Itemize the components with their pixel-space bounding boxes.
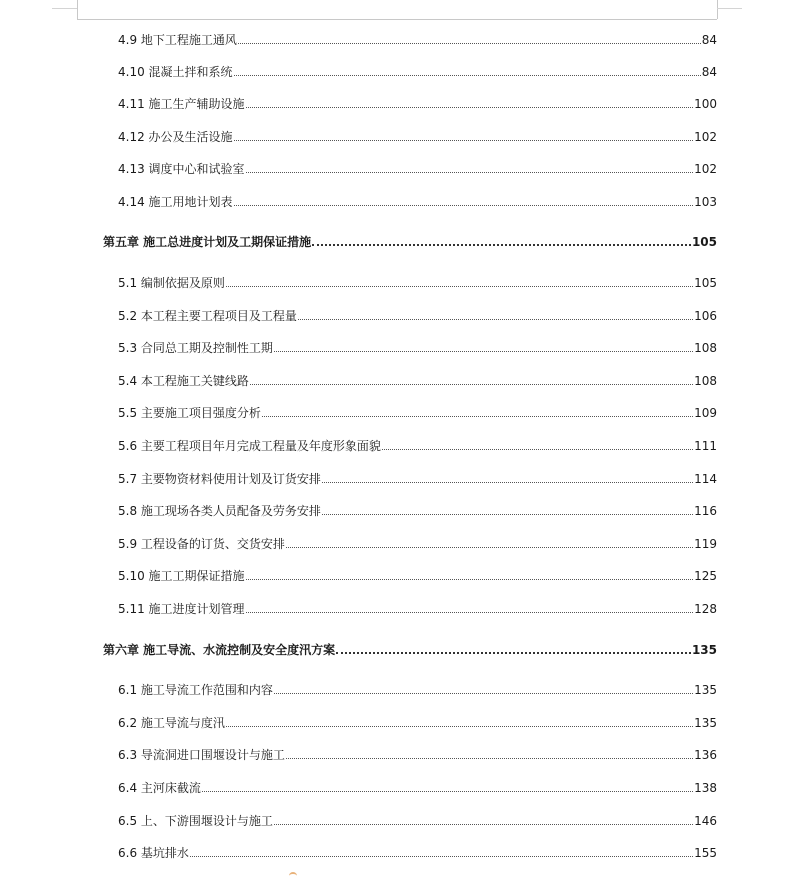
toc-entry-title: 5.8 施工现场各类人员配备及劳务安排 xyxy=(118,504,321,518)
margin-mark-top-right xyxy=(717,8,742,9)
toc-entry-6-1[interactable] xyxy=(118,680,717,698)
dot-leader xyxy=(226,726,693,727)
dot-leader xyxy=(246,172,694,173)
dot-leader xyxy=(322,514,693,515)
toc-entry-page: 155 xyxy=(694,846,717,860)
dot-leader xyxy=(250,384,693,385)
toc-chapter-page: 135 xyxy=(691,643,717,657)
toc-entry-5-8[interactable] xyxy=(118,501,717,519)
toc-entry-page: 135 xyxy=(694,683,717,697)
dot-leader xyxy=(234,205,694,206)
toc-entry-title: 6.6 基坑排水 xyxy=(118,846,189,860)
dot-leader xyxy=(286,547,693,548)
toc-entry-page: 136 xyxy=(694,748,717,762)
dot-leader xyxy=(238,43,701,44)
toc-entry-4-14[interactable] xyxy=(118,192,717,210)
dot-leader xyxy=(274,824,693,825)
dot-leader xyxy=(262,416,693,417)
dot-leader xyxy=(336,652,691,654)
toc-chapter-6[interactable] xyxy=(103,640,717,658)
toc-chapter-title: 第六章 施工导流、水流控制及安全度汛方案 xyxy=(103,643,336,657)
toc-chapter-page: 105 xyxy=(691,235,717,249)
toc-entry-page: 105 xyxy=(694,276,717,290)
toc-entry-title: 5.9 工程设备的订货、交货安排 xyxy=(118,537,285,551)
toc-entry-title: 4.12 办公及生活设施 xyxy=(118,130,233,144)
dot-leader xyxy=(274,693,693,694)
margin-mark-top-left xyxy=(52,8,77,9)
toc-entry-page: 108 xyxy=(694,341,717,355)
toc-entry-4-13[interactable] xyxy=(118,159,717,177)
toc-entry-page: 119 xyxy=(694,537,717,551)
toc-entry-4-10[interactable] xyxy=(118,62,717,80)
toc-entry-page: 146 xyxy=(694,814,717,828)
toc-entry-title: 4.11 施工生产辅助设施 xyxy=(118,97,245,111)
dot-leader xyxy=(246,579,694,580)
toc-entry-page: 102 xyxy=(694,130,717,144)
toc-entry-page: 128 xyxy=(694,602,717,616)
toc-entry-4-9[interactable] xyxy=(118,30,717,48)
dot-leader xyxy=(246,107,694,108)
toc-entry-page: 84 xyxy=(701,33,717,47)
margin-mark-left xyxy=(77,0,78,19)
dot-leader xyxy=(202,791,693,792)
toc-entry-5-7[interactable] xyxy=(118,469,717,487)
toc-entry-title: 4.10 混凝土拌和系统 xyxy=(118,65,233,79)
dot-leader xyxy=(226,286,693,287)
toc-entry-5-4[interactable] xyxy=(118,371,717,389)
toc-entry-page: 100 xyxy=(694,97,717,111)
dot-leader xyxy=(234,140,694,141)
toc-entry-4-12[interactable] xyxy=(118,127,717,145)
dot-leader xyxy=(286,758,693,759)
toc-entry-6-4[interactable] xyxy=(118,778,717,796)
toc-entry-page: 106 xyxy=(694,309,717,323)
dot-leader xyxy=(382,449,693,450)
toc-entry-title: 5.10 施工工期保证措施 xyxy=(118,569,245,583)
dot-leader xyxy=(298,319,693,320)
toc-entry-page: 102 xyxy=(694,162,717,176)
toc-entry-5-6[interactable] xyxy=(118,436,717,454)
toc-entry-6-3[interactable] xyxy=(118,745,717,763)
toc-entry-title: 5.3 合同总工期及控制性工期 xyxy=(118,341,273,355)
toc-entry-title: 5.6 主要工程项目年月完成工程量及年度形象面貌 xyxy=(118,439,381,453)
toc-entry-5-3[interactable] xyxy=(118,338,717,356)
cursor-mark xyxy=(289,872,297,876)
toc-entry-title: 5.7 主要物资材料使用计划及订货安排 xyxy=(118,472,321,486)
toc-entry-title: 4.9 地下工程施工通风 xyxy=(118,33,237,47)
dot-leader xyxy=(322,482,693,483)
toc-entry-page: 116 xyxy=(694,504,717,518)
toc-entry-title: 6.1 施工导流工作范围和内容 xyxy=(118,683,273,697)
toc-entry-5-5[interactable] xyxy=(118,403,717,421)
toc-entry-page: 109 xyxy=(694,406,717,420)
toc-entry-page: 108 xyxy=(694,374,717,388)
toc-entry-5-10[interactable] xyxy=(118,566,717,584)
toc-entry-6-6[interactable] xyxy=(118,843,717,861)
toc-entry-page: 103 xyxy=(694,195,717,209)
toc-entry-5-11[interactable] xyxy=(118,599,717,617)
toc-entry-page: 135 xyxy=(694,716,717,730)
margin-mark-right xyxy=(717,0,718,19)
dot-leader xyxy=(312,244,691,246)
toc-entry-title: 6.5 上、下游围堰设计与施工 xyxy=(118,814,273,828)
page-top-margin-line xyxy=(77,19,717,20)
toc-entry-title: 6.2 施工导流与度汛 xyxy=(118,716,225,730)
dot-leader xyxy=(190,856,693,857)
toc-entry-title: 5.1 编制依据及原则 xyxy=(118,276,225,290)
toc-entry-6-2[interactable] xyxy=(118,713,717,731)
toc-entry-title: 6.3 导流洞进口围堰设计与施工 xyxy=(118,748,285,762)
dot-leader xyxy=(274,351,693,352)
toc-chapter-title: 第五章 施工总进度计划及工期保证措施 xyxy=(103,235,312,249)
toc-chapter-5[interactable] xyxy=(103,232,717,250)
toc-entry-6-5[interactable] xyxy=(118,811,717,829)
toc-entry-title: 5.2 本工程主要工程项目及工程量 xyxy=(118,309,297,323)
toc-entry-4-11[interactable] xyxy=(118,94,717,112)
toc-entry-page: 84 xyxy=(701,65,717,79)
toc-entry-page: 138 xyxy=(694,781,717,795)
dot-leader xyxy=(234,75,701,76)
toc-entry-title: 4.14 施工用地计划表 xyxy=(118,195,233,209)
dot-leader xyxy=(246,612,694,613)
toc-entry-page: 111 xyxy=(694,439,717,453)
toc-entry-title: 5.5 主要施工项目强度分析 xyxy=(118,406,261,420)
toc-entry-title: 4.13 调度中心和试验室 xyxy=(118,162,245,176)
toc-entry-page: 114 xyxy=(694,472,717,486)
toc-entry-title: 5.4 本工程施工关键线路 xyxy=(118,374,249,388)
toc-entry-page: 125 xyxy=(694,569,717,583)
toc-entry-5-1[interactable] xyxy=(118,273,717,291)
toc-entry-5-2[interactable] xyxy=(118,306,717,324)
toc-entry-5-9[interactable] xyxy=(118,534,717,552)
toc-entry-title: 6.4 主河床截流 xyxy=(118,781,201,795)
toc-entry-title: 5.11 施工进度计划管理 xyxy=(118,602,245,616)
